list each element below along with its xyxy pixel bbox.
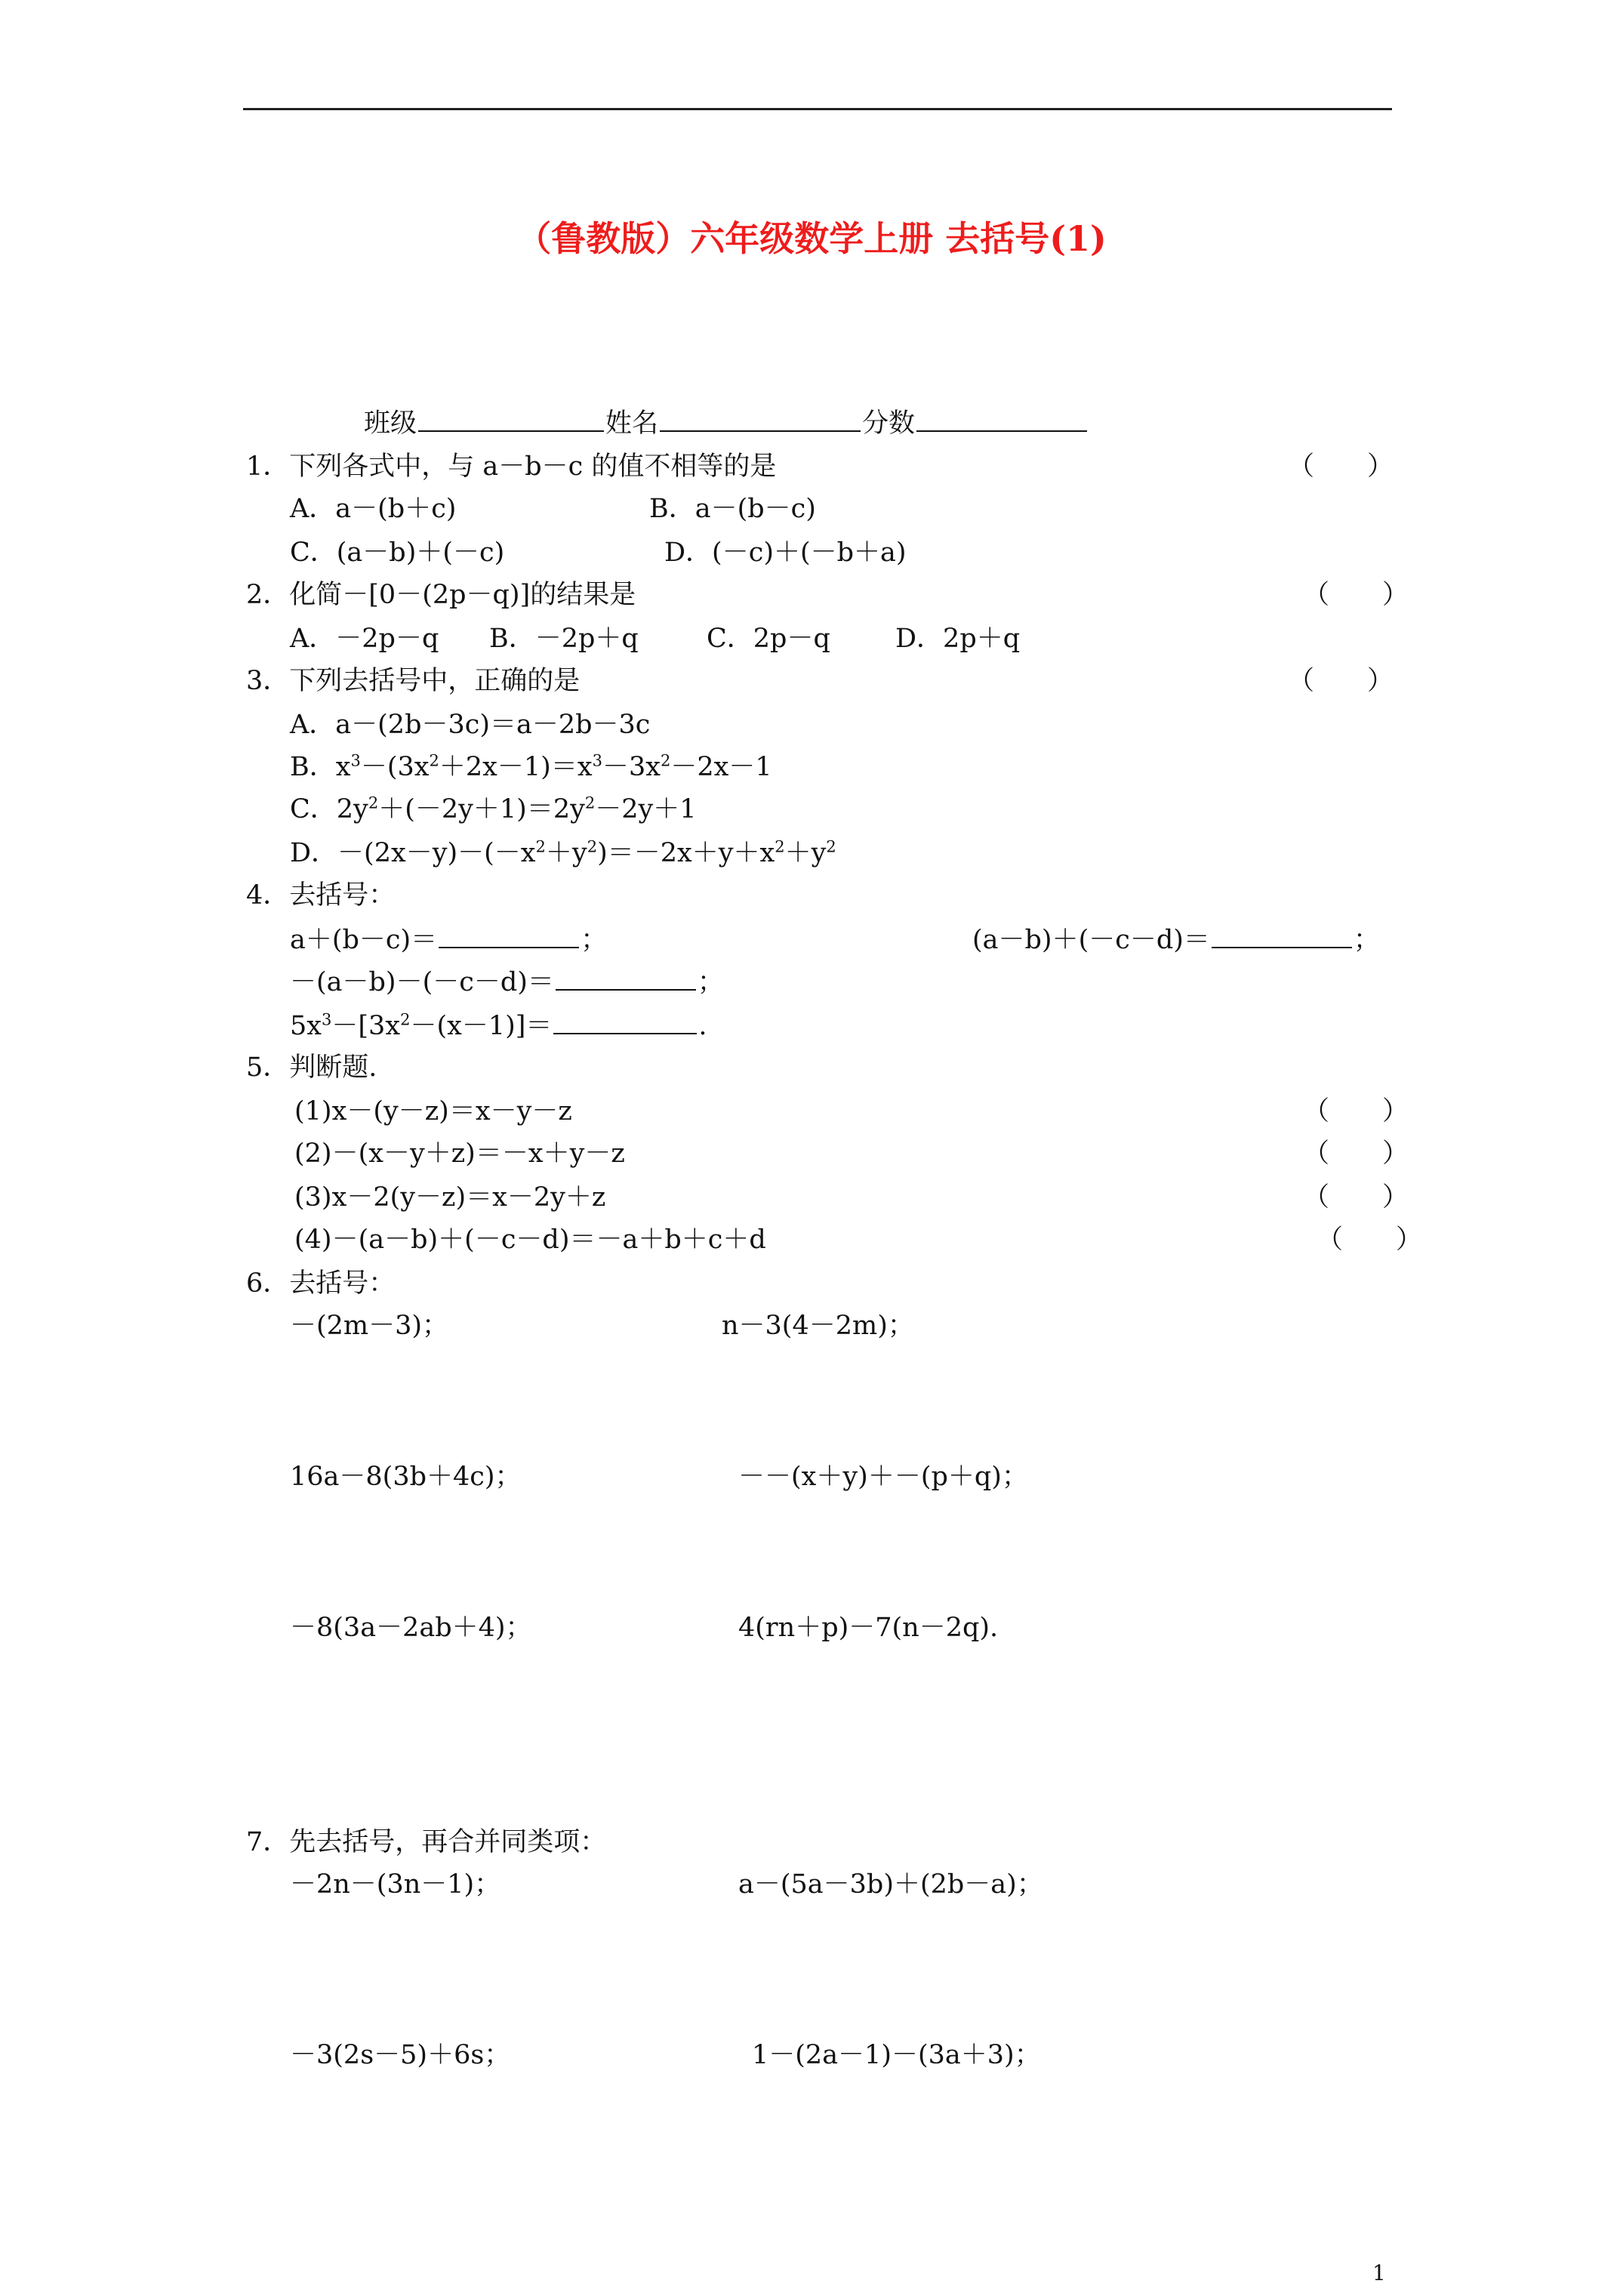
q6-expr-3: 16a－8(3b＋4c)； (290, 1462, 522, 1492)
q7-expr-3: －3(2s－5)＋6s； (290, 2040, 511, 2070)
q4-expr-3: －(a－b)－(－c－d)＝ ； (290, 965, 724, 999)
q6-stem: 6．去括号： (246, 1268, 396, 1299)
q6-expr-5: －8(3a－2ab＋4)； (290, 1613, 532, 1643)
class-blank[interactable] (418, 406, 604, 432)
q1-option-b: B．a－(b－c) (649, 494, 816, 524)
header-rule (243, 108, 1392, 110)
q5-bracket-1[interactable]: （ ） (1303, 1096, 1409, 1126)
q2-answer-bracket[interactable]: （ ） (1303, 580, 1409, 610)
q1-stem: 1．下列各式中，与 a－b－c 的值不相等的是 (246, 451, 777, 482)
student-info-line (364, 406, 1089, 440)
q3-stem: 3．下列去括号中，正确的是 (246, 666, 581, 696)
q1-option-c: C．(a－b)＋(－c) (290, 538, 505, 568)
q7-stem: 7．先去括号，再合并同类项： (246, 1827, 607, 1857)
q6-expr-1: －(2m－3)； (290, 1311, 449, 1341)
q7-expr-2: a－(5a－3b)＋(2b－a)； (738, 1869, 1043, 1900)
q3-option-d: D．$-(2x-y)-(-x^2+y^2)=-2x+y+x^2+y^2$ (290, 837, 836, 868)
q4-stem: 4．去括号： (246, 880, 396, 911)
q4-answer-blank-4[interactable] (553, 1009, 697, 1034)
q2-option-b: B．－2p＋q (489, 624, 639, 654)
score-blank[interactable] (916, 406, 1087, 432)
q4-expr-2: (a－b)＋(－c－d)＝ ； (972, 923, 1380, 957)
q4-expr-1: a＋(b－c)＝ ； (290, 923, 607, 957)
q3-answer-bracket[interactable]: （ ） (1288, 666, 1394, 696)
q5-item-4: (4)－(a－b)＋(－c－d)＝－a＋b＋c＋d (294, 1225, 766, 1255)
name-blank[interactable] (660, 406, 861, 432)
q3-option-b: B．$x^3-(3x^2+2x-1)=x^3-3x^2-2x-1$ (290, 751, 772, 782)
q5-item-1: (1)x－(y－z)＝x－y－z (294, 1096, 572, 1126)
q7-expr-4: 1－(2a－1)－(3a＋3)； (752, 2040, 1041, 2070)
class-label: 班级 (364, 408, 417, 439)
q3-option-a: A．a－(2b－3c)＝a－2b－3c (290, 710, 651, 740)
name-label: 姓名 (605, 408, 659, 439)
q5-stem: 5．判断题. (246, 1052, 377, 1083)
q4-answer-blank-1[interactable] (439, 923, 579, 948)
q6-expr-2: n－3(4－2m)； (722, 1311, 914, 1341)
q2-option-a: A．－2p－q (290, 624, 439, 654)
q5-bracket-4[interactable]: （ ） (1317, 1225, 1423, 1255)
q1-option-a: A．a－(b＋c) (290, 494, 457, 524)
page-title: （鲁教版）六年级数学上册 去括号(1) (516, 218, 1107, 259)
page-number: 1 (1372, 2261, 1386, 2285)
q4-expr-4: $5x^3-[3x^2-(x-1)]=$ . (290, 1009, 707, 1043)
q4-answer-blank-2[interactable] (1212, 923, 1352, 948)
q7-expr-1: －2n－(3n－1)； (290, 1869, 501, 1900)
q2-option-c: C．2p－q (707, 624, 830, 654)
q5-item-3: (3)x－2(y－z)＝x－2y＋z (294, 1182, 606, 1213)
q1-option-d: D．(－c)＋(－b＋a) (664, 538, 907, 568)
q1-answer-bracket[interactable]: （ ） (1288, 451, 1394, 482)
q3-option-c: C．$2y^2+(-2y+1)=2y^2-2y+1$ (290, 794, 697, 824)
q2-option-d: D．2p＋q (895, 624, 1021, 654)
q2-stem: 2．化简－[0－(2p－q)]的结果是 (246, 580, 636, 610)
q4-answer-blank-3[interactable] (556, 965, 696, 991)
q5-bracket-3[interactable]: （ ） (1303, 1182, 1409, 1213)
q5-item-2: (2)－(x－y＋z)＝－x＋y－z (294, 1139, 625, 1169)
score-label: 分数 (862, 408, 916, 439)
q6-expr-4: －－(x＋y)＋－(p＋q)； (738, 1462, 1028, 1492)
q5-bracket-2[interactable]: （ ） (1303, 1139, 1409, 1169)
q6-expr-6: 4(rn＋p)－7(n－2q). (738, 1613, 999, 1643)
